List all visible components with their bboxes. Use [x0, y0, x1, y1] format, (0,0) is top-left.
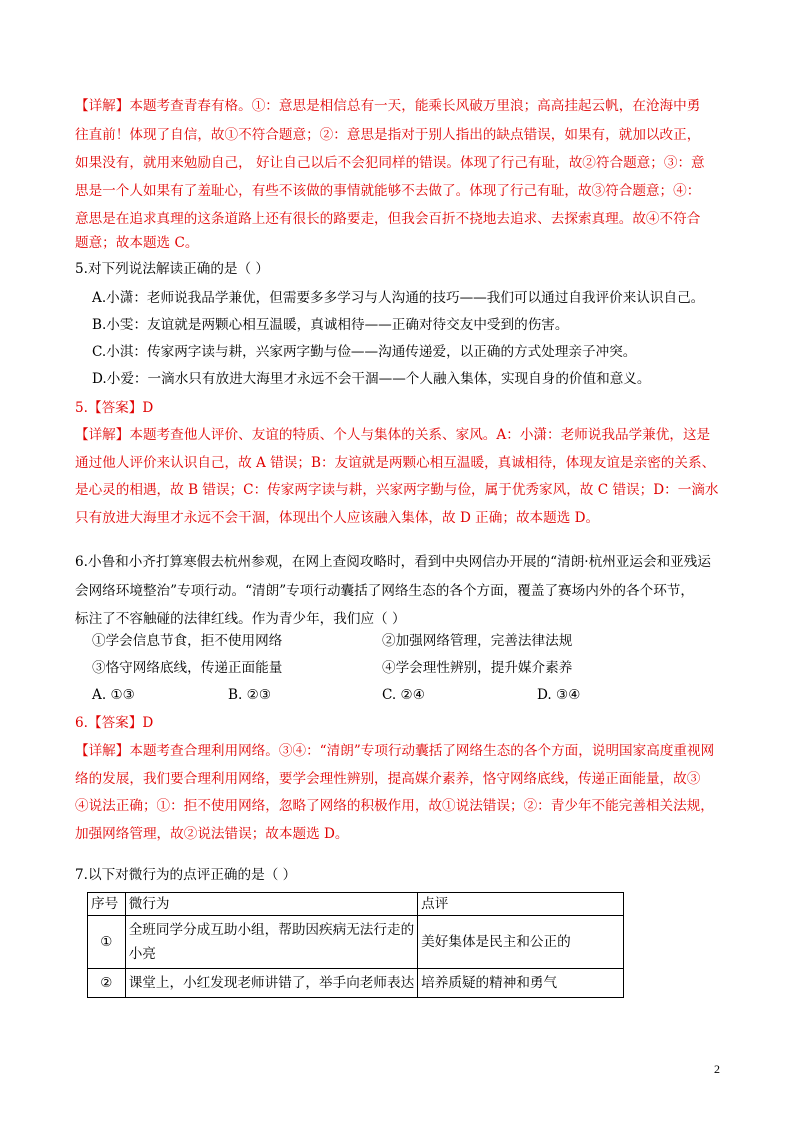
table-header-cell: 序号	[88, 893, 126, 916]
q5-detail-line-4: 只有放进大海里才永远不会干涸，体现出个人应该融入集体，故 D 正确；故本题选 D。	[75, 510, 600, 526]
table-header-cell: 微行为	[125, 893, 417, 916]
table-cell: ②	[88, 969, 126, 998]
q5-option-c: C.小淇：传家两字读与耕，兴家两字勤与俭——沟通传递爱，以正确的方式处理亲子冲突。	[92, 344, 637, 360]
q5-option-d: D.小爱：一滴水只有放进大海里才永远不会干涸——个人融入集体，实现自身的价值和意义。	[92, 371, 651, 387]
q6-choice-b: B. ②③	[228, 687, 272, 703]
q6-detail-line-3: ④说法正确；①：拒不使用网络，忽略了网络的积极作用，故①说法错误；②：青少年不能完善相关法规，	[75, 798, 714, 814]
q5-detail-line-1: 【详解】本题考查他人评价、友谊的特质、个人与集体的关系、家风。A：小潇：老师说我品学兼优，这是	[75, 427, 711, 443]
q5-detail-line-3: 是心灵的相遇，故 B 错误；C：传家两字读与耕，兴家两字勤与俭，属于优秀家风，故 C 错误；D：一滴水	[75, 482, 719, 498]
q5-detail-line-2: 通过他人评价来认识自己，故 A 错误；B：友谊就是两颗心相互温暖，真诚相待，体现友谊是亲密的关系、	[75, 455, 716, 471]
table-row	[88, 916, 624, 969]
q6-statement-3: ③恪守网络底线，传递正面能量	[92, 660, 283, 676]
q4-detail-line-2: 往直前！体现了自信，故①不符合题意；②：意思是指对于别人指出的缺点错误，如果有，就加以改正，	[75, 127, 701, 143]
q6-detail-line-4: 加强网络管理，故②说法错误；故本题选 D。	[75, 826, 349, 842]
q4-detail-line-1: 【详解】本题考查青春有格。①：意思是相信总有一天，能乘长风破万里浪；高高挂起云帆，在沧海中勇	[75, 98, 701, 114]
q5-stem: 5.对下列说法解读正确的是（ ）	[75, 261, 270, 277]
table-cell: ①	[88, 916, 126, 969]
q7-stem: 7.以下对微行为的点评正确的是（ ）	[75, 867, 297, 883]
q5-answer: 5.【答案】D	[75, 400, 154, 416]
q6-choice-d: D. ③④	[537, 687, 581, 703]
table-cell: 美好集体是民主和公正的	[418, 916, 624, 969]
table-cell: 全班同学分成互助小组，帮助因疾病无法行走的小亮	[125, 916, 417, 969]
q4-detail-line-5: 意思是在追求真理的这条道路上还有很长的路要走，但我会百折不挠地去追求、去探索真理。故④不符合	[75, 211, 701, 227]
page-number: 2	[714, 1062, 720, 1076]
q6-stem-line-3: 标注了不容触碰的法律红线。作为青少年，我们应（ ）	[75, 611, 406, 627]
q5-option-b: B.小雯：友谊就是两颗心相互温暖，真诚相待——正确对待交友中受到的伤害。	[92, 317, 569, 333]
table-cell: 课堂上，小红发现老师讲错了，举手向老师表达	[125, 969, 417, 998]
q6-detail-line-2: 络的发展，我们要合理利用网络，要学会理性辨别，提高媒介素养，恪守网络底线，传递正面能量，故③	[75, 771, 701, 787]
q7-table	[87, 892, 624, 998]
q6-choice-a: A. ①③	[92, 687, 135, 703]
q6-choice-c: C. ②④	[382, 687, 425, 703]
table-header-row	[88, 893, 624, 916]
q4-detail-line-6: 题意；故本题选 C。	[75, 235, 199, 251]
q5-option-a: A.小潇：老师说我品学兼优，但需要多多学习与人沟通的技巧——我们可以通过自我评价来认识自己。	[92, 290, 705, 306]
q6-stem-line-2: 会网络环境整治”专项行动。“清朗”专项行动囊括了网络生态的各个方面，覆盖了赛场内外的各个环节，	[75, 583, 694, 599]
q6-statement-2: ②加强网络管理，完善法律法规	[382, 633, 573, 649]
q4-detail-line-4: 思是一个人如果有了羞耻心，有些不该做的事情就能够不去做了。体现了行己有耻，故③符合题意；④：	[75, 183, 701, 199]
q6-statement-4: ④学会理性辨别，提升媒介素养	[382, 660, 573, 676]
table-header-cell: 点评	[418, 893, 624, 916]
q4-detail-line-3: 如果没有，就用来勉励自己， 好让自己以后不会犯同样的错误。体现了行己有耻，故②符合题意；③：意	[75, 155, 705, 171]
table-row	[88, 969, 624, 998]
table-cell: 培养质疑的精神和勇气	[418, 969, 624, 998]
q6-detail-line-1: 【详解】本题考查合理利用网络。③④：“清朗”专项行动囊括了网络生态的各个方面，说明国家高度重视网	[75, 743, 715, 759]
q6-statement-1: ①学会信息节食，拒不使用网络	[92, 633, 283, 649]
q6-answer: 6.【答案】D	[75, 715, 154, 731]
q6-stem-line-1: 6.小鲁和小齐打算寒假去杭州参观，在网上查阅攻略时，看到中央网信办开展的“清朗·杭州亚运会和亚残运	[75, 554, 711, 570]
